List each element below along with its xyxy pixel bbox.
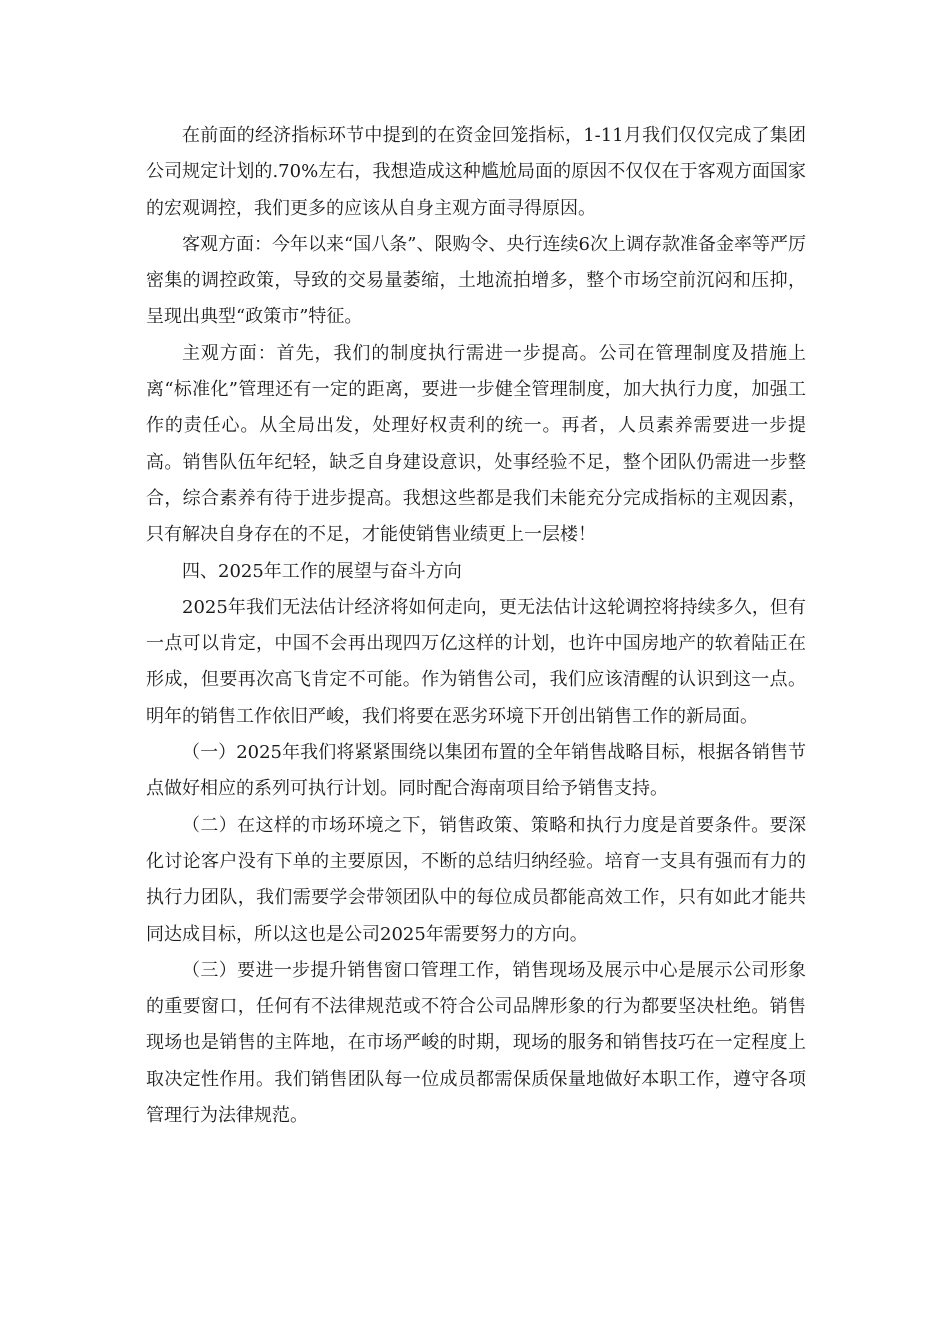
paragraph-capital-recovery: 在前面的经济指标环节中提到的在资金回笼指标，1-11月我们仅仅完成了集团公司规定计划的.70%左右，我想造成这种尴尬局面的原因不仅仅在于客观方面国家的宏观调控，我们更多的应该从自身主观方面寻得原因。 (146, 125, 806, 219)
document-body (146, 118, 806, 1134)
paragraph-item-two: （二）在这样的市场环境之下，销售政策、策略和执行力度是首要条件。要深化讨论客户没有下单的主要原因，不断的总结归纳经验。培育一支具有强而有力的执行力团队，我们需要学会带领团队中的每位成员都能高效工作，只有如此才能共同达成目标，所以这也是公司2025年需要努力的方向。 (146, 814, 806, 945)
paragraph-subjective-aspect: 主观方面：首先，我们的制度执行需进一步提高。公司在管理制度及措施上离“标准化”管理还有一定的距离，要进一步健全管理制度，加大执行力度，加强工作的责任心。从全局出发，处理好权责利的统一。再者，人员素养需要进一步提高。销售队伍年纪轻，缺乏自身建设意识，处事经验不足，整个团队仍需进一步整合，综合素养有待于进步提高。我想这些都是我们未能充分完成指标的主观因素，只有解决自身存在的不足，才能使销售业绩更上一层楼！ (146, 342, 806, 546)
section-heading-outlook: 四、2025年工作的展望与奋斗方向 (182, 560, 462, 582)
paragraph-item-three: （三）要进一步提升销售窗口管理工作，销售现场及展示中心是展示公司形象的重要窗口，任何有不法律规范或不符合公司品牌形象的行为都要坚决杜绝。销售现场也是销售的主阵地，在市场严峻的时期，现场的服务和销售技巧在一定程度上取决定性作用。我们销售团队每一位成员都需保质保量地做好本职工作，遵守各项管理行为法律规范。 (146, 959, 806, 1127)
paragraph-item-one: （一）2025年我们将紧紧围绕以集团布置的全年销售战略目标，根据各销售节点做好相应的系列可执行计划。同时配合海南项目给予销售支持。 (146, 742, 806, 800)
paragraph-objective-aspect: 客观方面：今年以来“国八条”、限购令、央行连续6次上调存款准备金率等严厉密集的调控政策，导致的交易量萎缩，土地流拍增多，整个市场空前沉闷和压抑，呈现出典型“政策市”特征。 (146, 233, 806, 328)
paragraph-outlook-intro: 2025年我们无法估计经济将如何走向，更无法估计这轮调控将持续多久，但有一点可以肯定，中国不会再出现四万亿这样的计划，也许中国房地产的软着陆正在形成，但要再次高飞肯定不可能。作为销售公司，我们应该清醒的认识到这一点。明年的销售工作依旧严峻，我们将要在恶劣环境下开创出销售工作的新局面。 (146, 596, 806, 727)
